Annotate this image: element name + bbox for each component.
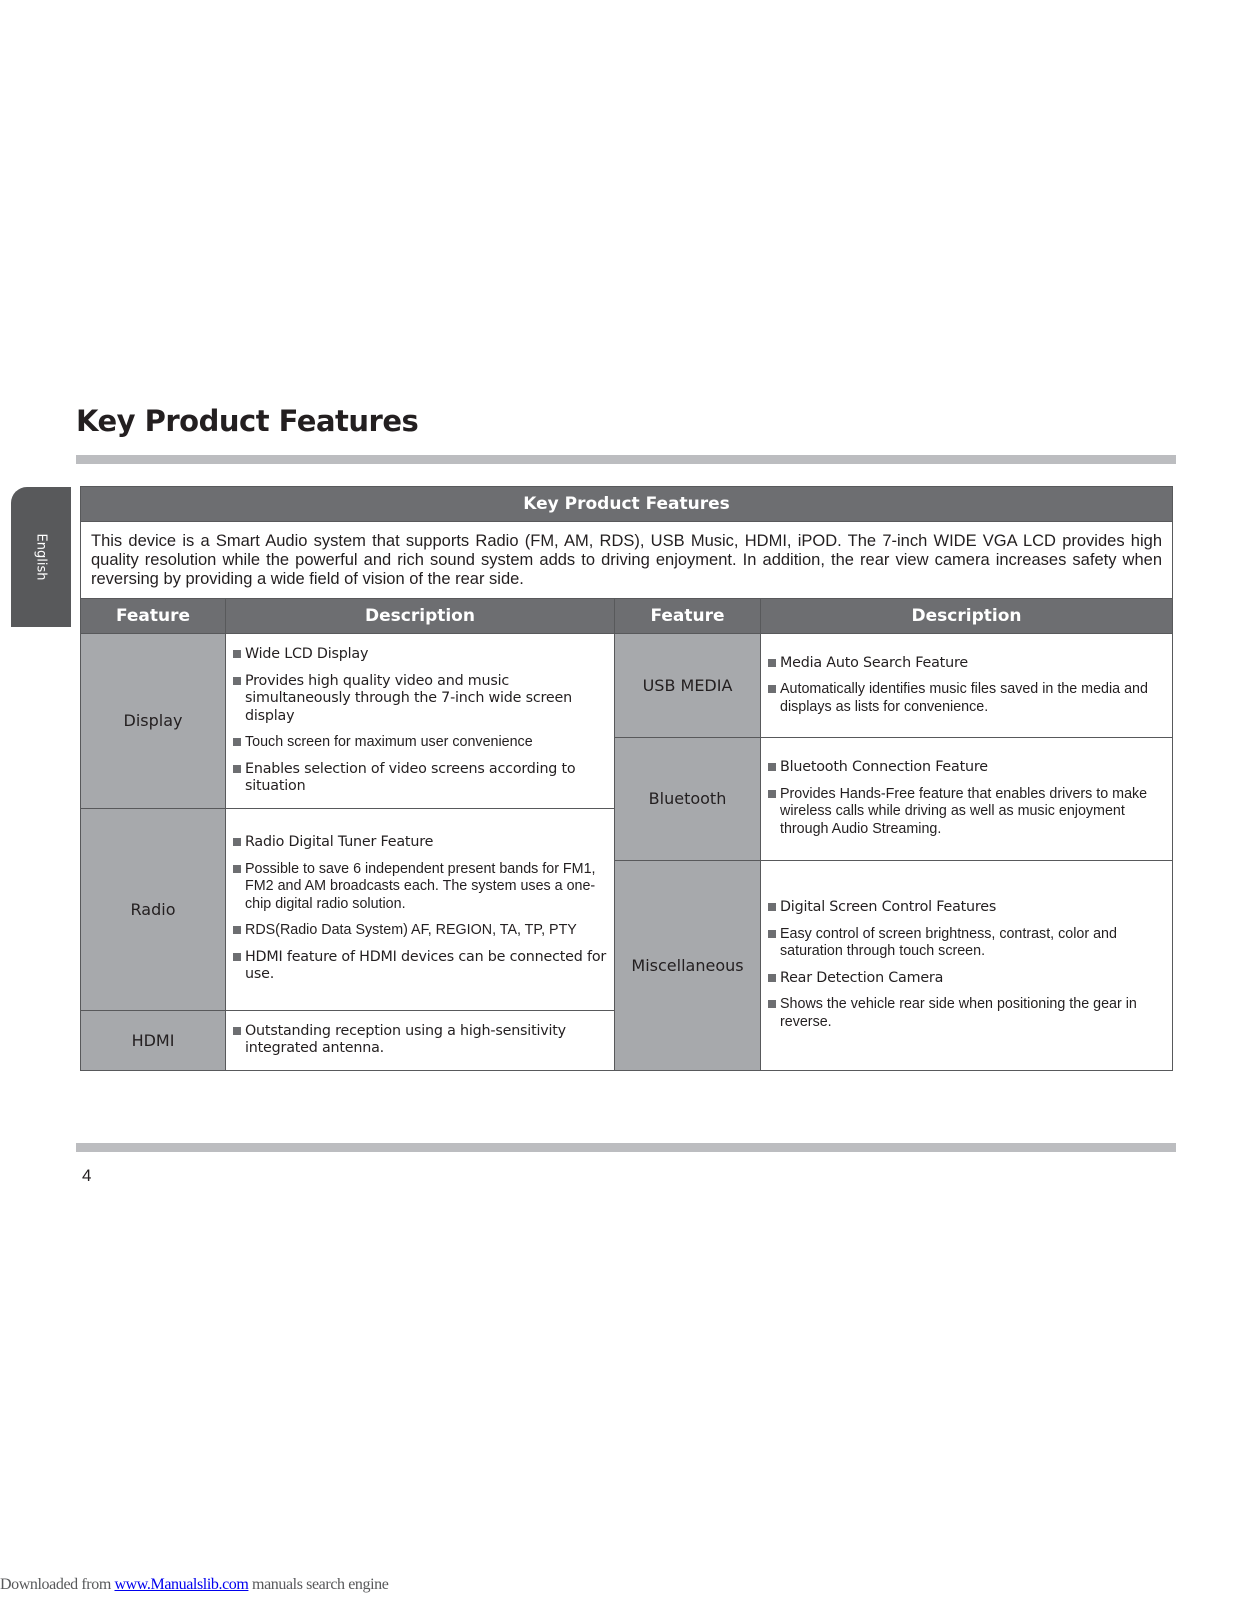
download-footer bbox=[0, 1576, 388, 1594]
feature-usb-media: USB MEDIA bbox=[615, 634, 761, 738]
description-usb-media bbox=[761, 634, 1173, 738]
description-radio bbox=[226, 808, 615, 1010]
list-item: Rear Detection Camera bbox=[768, 970, 1166, 988]
list-item: Automatically identifies music files saved in the media and displays as lists for convenience. bbox=[768, 681, 1166, 716]
description-hdmi bbox=[226, 1010, 615, 1070]
list-item: Bluetooth Connection Feature bbox=[768, 759, 1166, 777]
page-number: 4 bbox=[82, 1166, 92, 1185]
hdmi-feature-list bbox=[233, 1023, 608, 1058]
list-item: Enables selection of video screens according to situation bbox=[233, 761, 608, 796]
title-rule bbox=[76, 455, 1176, 464]
list-item: Media Auto Search Feature bbox=[768, 655, 1166, 673]
footer-suffix: manuals search engine bbox=[248, 1576, 389, 1593]
feature-hdmi: HDMI bbox=[81, 1010, 226, 1070]
display-feature-list bbox=[233, 646, 608, 796]
list-item: Digital Screen Control Features bbox=[768, 899, 1166, 917]
list-item: Easy control of screen brightness, contrast, color and saturation through touch screen. bbox=[768, 926, 1166, 961]
list-item: RDS(Radio Data System) AF, REGION, TA, TP, PTY bbox=[233, 922, 608, 940]
description-miscellaneous bbox=[761, 860, 1173, 1070]
page-title: Key Product Features bbox=[76, 404, 419, 438]
footer-rule bbox=[76, 1143, 1176, 1152]
bluetooth-feature-list bbox=[768, 759, 1166, 838]
description-display bbox=[226, 634, 615, 809]
language-tab bbox=[11, 487, 71, 627]
header-description-right: Description bbox=[761, 599, 1173, 634]
list-item: Shows the vehicle rear side when positioning the gear in reverse. bbox=[768, 996, 1166, 1031]
list-item: Wide LCD Display bbox=[233, 646, 608, 664]
header-feature-left: Feature bbox=[81, 599, 226, 634]
feature-bluetooth: Bluetooth bbox=[615, 738, 761, 861]
feature-radio: Radio bbox=[81, 808, 226, 1010]
header-feature-right: Feature bbox=[615, 599, 761, 634]
miscellaneous-feature-list bbox=[768, 899, 1166, 1031]
list-item: Provides high quality video and music simultaneously through the 7-inch wide screen display bbox=[233, 673, 608, 726]
list-item: HDMI feature of HDMI devices can be connected for use. bbox=[233, 949, 608, 984]
header-description-left: Description bbox=[226, 599, 615, 634]
feature-miscellaneous: Miscellaneous bbox=[615, 860, 761, 1070]
list-item: Touch screen for maximum user convenience bbox=[233, 734, 608, 752]
radio-feature-list bbox=[233, 834, 608, 984]
features-table bbox=[80, 486, 1173, 1071]
table-title: Key Product Features bbox=[81, 487, 1173, 522]
list-item: Radio Digital Tuner Feature bbox=[233, 834, 608, 852]
list-item: Outstanding reception using a high-sensitivity integrated antenna. bbox=[233, 1023, 608, 1058]
usb-media-feature-list bbox=[768, 655, 1166, 717]
list-item: Provides Hands-Free feature that enables drivers to make wireless calls while driving as well as music enjoyment through Audio Streaming. bbox=[768, 786, 1166, 839]
list-item: Possible to save 6 independent present bands for FM1, FM2 and AM broadcasts each. The system uses a one-chip digital radio solution. bbox=[233, 861, 608, 914]
footer-prefix: Downloaded from bbox=[0, 1576, 115, 1593]
description-bluetooth bbox=[761, 738, 1173, 861]
table-intro: This device is a Smart Audio system that supports Radio (FM, AM, RDS), USB Music, HDMI, iPOD. The 7-inch WIDE VGA LCD provides high quality resolution while the powerful and rich sound system adds to driving enjoyment. In addition, the rear view camera increases safety when reversing by providing a wide field of vision of the rear side. bbox=[81, 522, 1173, 599]
manualslib-link[interactable]: www.Manualslib.com bbox=[114, 1576, 249, 1593]
language-tab-label: English bbox=[33, 533, 49, 581]
feature-display: Display bbox=[81, 634, 226, 809]
